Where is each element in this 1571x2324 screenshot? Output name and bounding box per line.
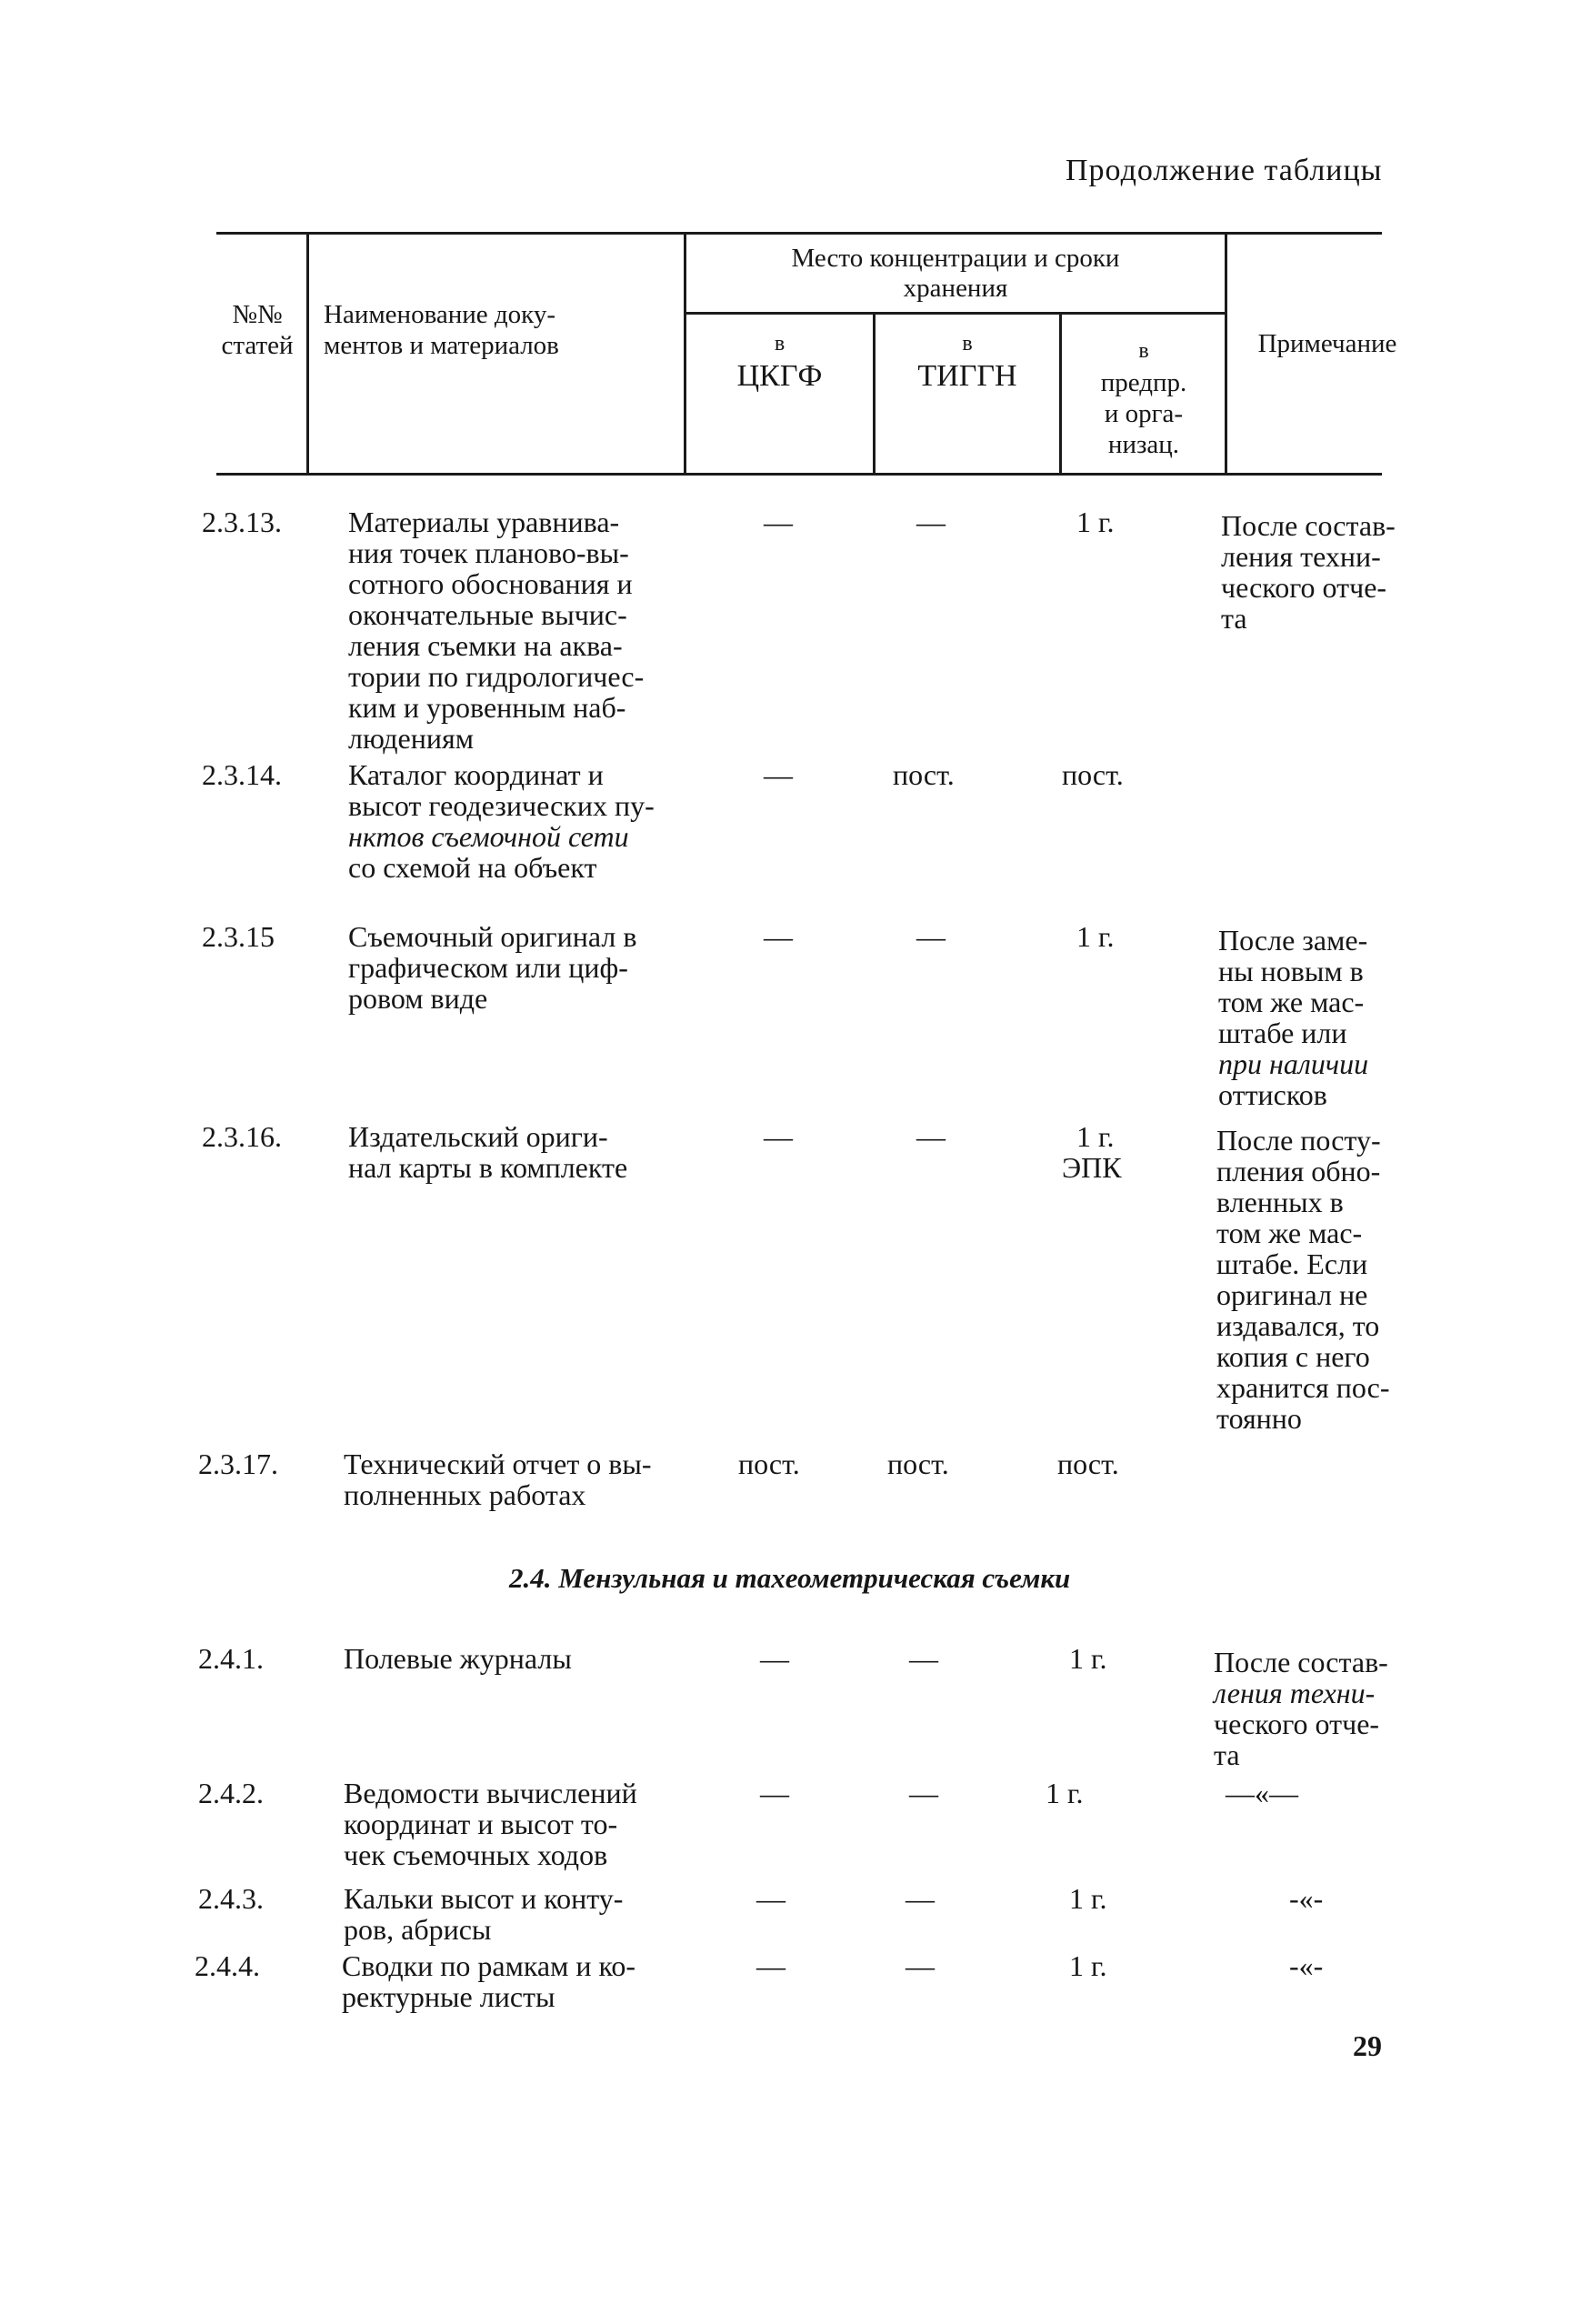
row-note-line: —«— xyxy=(1226,1777,1298,1809)
row-name-line: Съемочный оригинал в xyxy=(348,920,637,953)
row-name-line: ров, абрисы xyxy=(344,1913,492,1946)
row-tiggn: — xyxy=(916,506,946,538)
row-number: 2.4.2. xyxy=(198,1777,264,1809)
row-org: пост. xyxy=(1062,758,1124,791)
row-org: 1 г. xyxy=(1076,920,1115,953)
row-tiggn: — xyxy=(909,1642,938,1675)
row-tiggn: пост. xyxy=(893,758,955,791)
row-note-line: После состав- xyxy=(1214,1646,1388,1678)
row-note-line: ления техни- xyxy=(1221,540,1381,573)
header-number-line: статей xyxy=(221,331,294,360)
header-tiggn-line: в xyxy=(962,332,973,356)
row-org: 1 г. xyxy=(1076,1120,1115,1153)
row-org: 1 г. xyxy=(1076,506,1115,538)
row-number: 2.4.4. xyxy=(195,1949,260,1982)
header-tiggn-line: ТИГГН xyxy=(917,359,1017,393)
row-name-line: ректурные листы xyxy=(342,1980,555,2013)
row-note-line: издавался, то xyxy=(1216,1309,1380,1342)
row-note-line: оригинал не xyxy=(1216,1278,1368,1311)
row-tiggn: пост. xyxy=(887,1447,949,1480)
row-name-line: Материалы уравнива- xyxy=(348,506,620,538)
row-note-line: копия с него xyxy=(1216,1340,1370,1373)
row-org-extra: ЭПК xyxy=(1062,1151,1122,1184)
row-name-line: ления съемки на аква- xyxy=(348,629,623,662)
row-ckgf: пост. xyxy=(738,1447,800,1480)
row-ckgf: — xyxy=(760,1777,789,1809)
row-tiggn: — xyxy=(916,1120,946,1153)
row-name-line: графическом или циф- xyxy=(348,951,628,984)
row-number: 2.3.16. xyxy=(202,1120,282,1153)
header-org-line: предпр. xyxy=(1100,368,1187,397)
row-name-line: координат и высот то- xyxy=(344,1808,618,1840)
header-name-line: ментов и материалов xyxy=(324,331,559,360)
header-org-line: низац. xyxy=(1107,430,1180,459)
header-group-line: Место концентрации и сроки xyxy=(791,244,1120,273)
row-name-line: Ведомости вычислений xyxy=(344,1777,637,1809)
row-org: 1 г. xyxy=(1069,1949,1107,1982)
row-note-line: ческого отче- xyxy=(1214,1708,1380,1740)
row-name-line: Издательский ориги- xyxy=(348,1120,608,1153)
row-name-line: ния точек планово-вы- xyxy=(348,536,629,569)
row-name-line: окончательные вычис- xyxy=(348,598,627,631)
row-ckgf: — xyxy=(760,1642,789,1675)
row-ckgf: — xyxy=(764,920,793,953)
continuation-caption: Продолжение таблицы xyxy=(1066,154,1383,187)
row-note-line: ления техни- xyxy=(1214,1677,1376,1709)
row-number: 2.3.13. xyxy=(202,506,282,538)
row-note-line: После состав- xyxy=(1221,509,1396,542)
row-note-line: хранится пос- xyxy=(1216,1371,1390,1404)
row-number: 2.3.14. xyxy=(202,758,282,791)
row-name-line: Кальки высот и конту- xyxy=(344,1882,624,1915)
header-group-line: хранения xyxy=(903,274,1008,303)
row-note-line: После заме- xyxy=(1218,924,1368,957)
row-name-line: со схемой на объект xyxy=(348,851,597,884)
group-divider-rule xyxy=(684,312,1227,315)
row-tiggn: — xyxy=(909,1777,938,1809)
page-number: 29 xyxy=(1353,2029,1382,2062)
row-ckgf: — xyxy=(764,506,793,538)
row-number: 2.4.1. xyxy=(198,1642,264,1675)
row-note-line: том же мас- xyxy=(1216,1217,1363,1249)
row-name-line: тории по гидрологичес- xyxy=(348,660,645,693)
row-org: пост. xyxy=(1057,1447,1119,1480)
header-name-line: Наименование доку- xyxy=(324,300,556,329)
header-number-line: №№ xyxy=(232,300,283,329)
row-ckgf: — xyxy=(756,1949,786,1982)
row-name-line: чек съемочных ходов xyxy=(344,1838,608,1871)
row-number: 2.3.15 xyxy=(202,920,275,953)
row-note-line: После посту- xyxy=(1216,1124,1381,1157)
row-note-line: та xyxy=(1214,1738,1240,1771)
row-name-line: Сводки по рамкам и ко- xyxy=(342,1949,636,1982)
row-ckgf: — xyxy=(764,758,793,791)
row-note-line: пления обно- xyxy=(1216,1155,1381,1187)
row-name-line: полненных работах xyxy=(344,1478,586,1511)
row-note-line: та xyxy=(1221,602,1247,635)
row-note-line: -«- xyxy=(1289,1882,1324,1915)
header-org-line: и орга- xyxy=(1104,399,1184,428)
row-name-line: людениям xyxy=(348,722,474,755)
row-note-line: вленных в xyxy=(1216,1186,1344,1218)
row-name-line: ким и уровенным наб- xyxy=(348,691,626,724)
row-tiggn: — xyxy=(906,1949,935,1982)
row-name-line: нктов съемочной сети xyxy=(348,820,629,853)
header-note: Примечание xyxy=(1257,329,1397,358)
row-number: 2.3.17. xyxy=(198,1447,278,1480)
row-name-line: ровом виде xyxy=(348,982,488,1015)
row-note-line: том же мас- xyxy=(1218,986,1365,1018)
header-top-rule xyxy=(216,232,1382,235)
row-name-line: Технический отчет о вы- xyxy=(344,1447,652,1480)
row-note-line: ны новым в xyxy=(1218,955,1364,987)
row-tiggn: — xyxy=(906,1882,935,1915)
row-name-line: Полевые журналы xyxy=(344,1642,572,1675)
row-note-line: -«- xyxy=(1289,1949,1324,1982)
row-org: 1 г. xyxy=(1069,1882,1107,1915)
row-ckgf: — xyxy=(764,1120,793,1153)
row-name-line: сотного обоснования и xyxy=(348,567,633,600)
row-tiggn: — xyxy=(916,920,946,953)
row-name-line: нал карты в комплекте xyxy=(348,1151,628,1184)
row-note-line: оттисков xyxy=(1218,1078,1327,1111)
row-name-line: Каталог координат и xyxy=(348,758,604,791)
header-org-line: в xyxy=(1138,339,1149,363)
header-bottom-rule xyxy=(216,473,1382,476)
row-name-line: высот геодезических пу- xyxy=(348,789,655,822)
row-org: 1 г. xyxy=(1069,1642,1107,1675)
row-note-line: штабе или xyxy=(1218,1017,1347,1049)
row-ckgf: — xyxy=(756,1882,786,1915)
row-org: 1 г. xyxy=(1046,1777,1084,1809)
header-ckgf-line: в xyxy=(774,332,786,356)
row-note-line: при наличии xyxy=(1218,1047,1369,1080)
section-title: 2.4. Мензульная и тахеометрическая съемки xyxy=(509,1562,1071,1594)
row-note-line: тоянно xyxy=(1216,1402,1302,1435)
row-number: 2.4.3. xyxy=(198,1882,264,1915)
row-note-line: ческого отче- xyxy=(1221,571,1387,604)
header-ckgf-line: ЦКГФ xyxy=(736,359,823,393)
row-note-line: штабе. Если xyxy=(1216,1247,1368,1280)
